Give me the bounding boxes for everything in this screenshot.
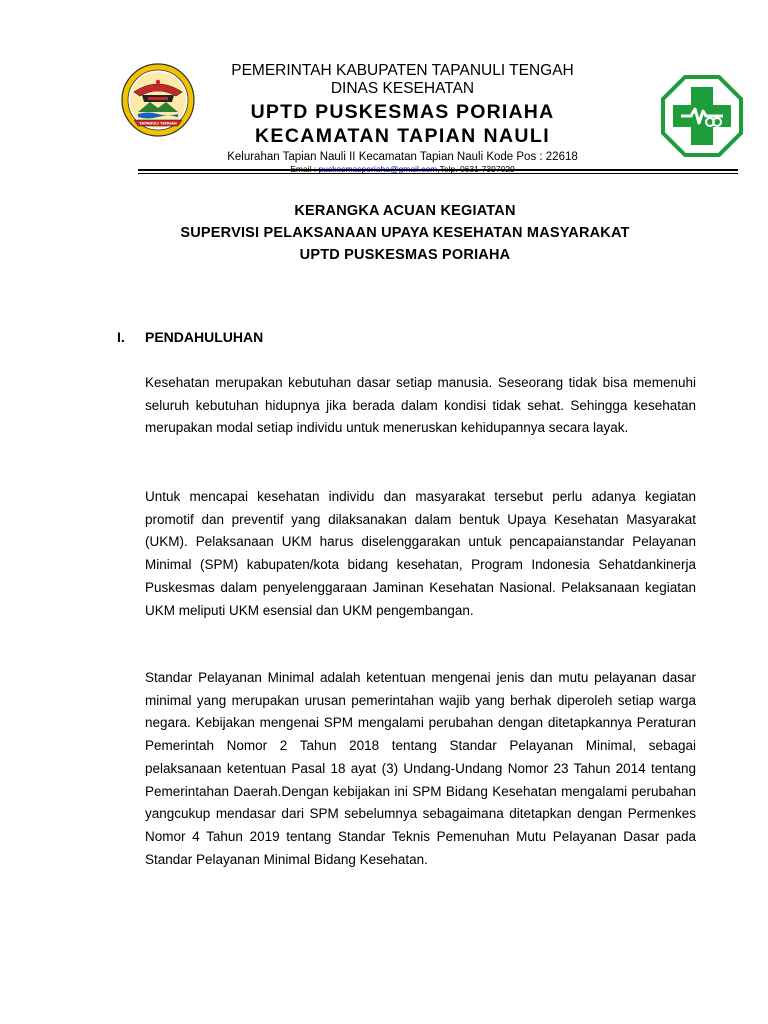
title-line-1: KERANGKA ACUAN KEGIATAN <box>294 203 516 219</box>
puskesmas-logo-icon <box>661 75 743 157</box>
section-number: I. <box>117 329 125 345</box>
letterhead-address: Kelurahan Tapian Nauli II Kecamatan Tapian Nauli Kode Pos : 22618 <box>227 151 578 163</box>
letterhead-department: DINAS KESEHATAN <box>330 80 475 97</box>
document-title <box>100 200 710 266</box>
paragraph: Untuk mencapai kesehatan individu dan masyarakat tersebut perlu adanya kegiatan promotif dan preventif yang dilaksanakan dalam bentuk Upaya Kesehatan Masyarakat (UKM). Pelaksanaan UKM harus diselenggarakan untuk pencapaianstandar Pelayanan Minimal (SPM) kabupaten/kota bidang kesehatan, Program Indonesia Sehatdankinerja Puskesmas dalam penyelenggaraan Jaminan Kesehatan Nasional. Pelaksanaan kegiatan UKM meliputi UKM esensial dan UKM pengembangan. <box>145 489 696 618</box>
paragraph: Kesehatan merupakan kebutuhan dasar setiap manusia. Seseorang tidak bisa memenuhi seluruh kebutuhan hidupnya jika berada dalam kondisi tidak sehat. Sehingga kesehatan merupakan modal setiap individu untuk meneruskan kehidupannya secara layak. <box>145 375 696 436</box>
letterhead-government: PEMERINTAH KABUPATEN TAPANULI TENGAH <box>231 62 574 79</box>
letterhead-unit: UPTD PUSKESMAS PORIAHA <box>250 101 555 123</box>
letterhead-rule-thin <box>138 173 738 174</box>
regency-emblem-icon <box>120 62 196 138</box>
title-line-3: UPTD PUSKESMAS PORIAHA <box>299 247 511 263</box>
section-heading <box>117 329 263 345</box>
section-title: PENDAHULUHAN <box>145 329 264 345</box>
paragraph: Standar Pelayanan Minimal adalah ketentuan mengenai jenis dan mutu pelayanan dasar minimal yang merupakan urusan pemerintahan wajib yang berhak diperoleh setiap warga negara. Kebijakan mengenai SPM mengalami perubahan dengan ditetapkannya Peraturan Pemerintah Nomor 2 Tahun 2018 tentang Standar Pelayanan Minimal, sebagai pelaksanaan ketentuan Pasal 18 ayat (3) Undang-Undang Nomor 23 Tahun 2014 tentang Pemerintahan Daerah.Dengan kebijakan ini SPM Bidang Kesehatan mengalami perubahan yangcukup mendasar dari SPM sebelumnya sebagaimana ditetapkan dengan Permenkes Nomor 4 Tahun 2019 tentang Standar Teknis Pemenuhan Mutu Pelayanan Dasar pada Standar Pelayanan Minimal Bidang Kesehatan. <box>145 670 696 867</box>
title-line-2: SUPERVISI PELAKSANAAN UPAYA KESEHATAN MASYARAKAT <box>180 225 630 241</box>
letterhead <box>190 62 615 175</box>
letterhead-district: KECAMATAN TAPIAN NAULI <box>254 125 551 147</box>
letterhead-rule-thick <box>138 169 738 171</box>
regency-emblem-text: TAPANULI TENGAH <box>139 121 177 126</box>
